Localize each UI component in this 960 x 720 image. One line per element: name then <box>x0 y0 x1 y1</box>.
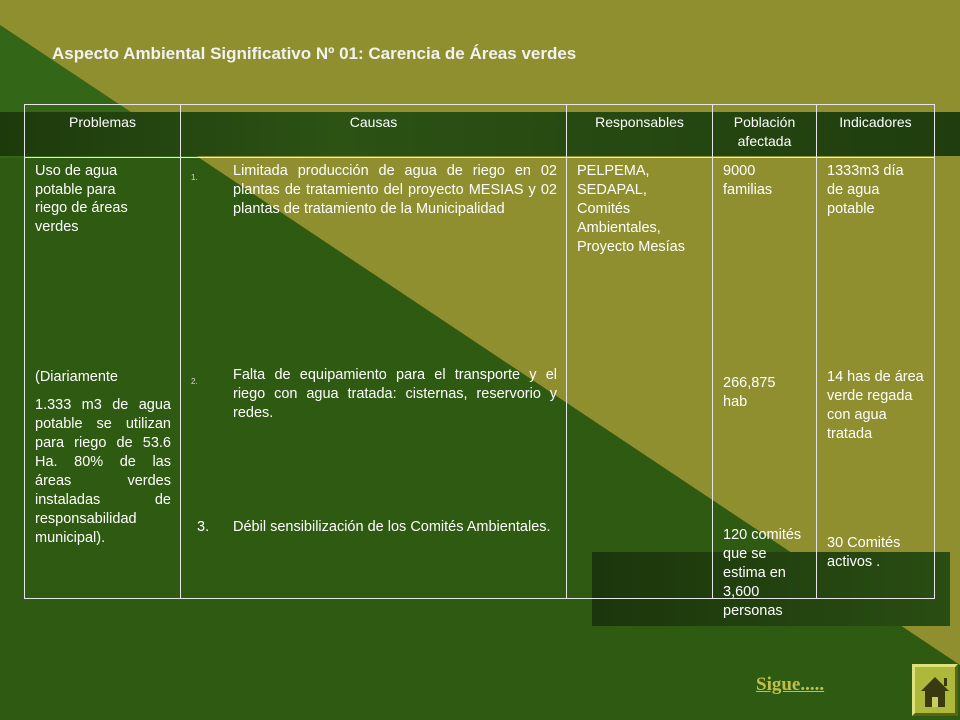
header-indicadores: Indicadores <box>817 105 935 158</box>
indicador-value: 14 has de área verde regada con agua tratada <box>827 369 924 442</box>
poblacion-value: 120 comités que se estima en 3,600 personas <box>723 527 802 619</box>
cell-responsables <box>567 158 713 599</box>
table-row <box>25 158 935 599</box>
sigue-link[interactable]: Sigue..... <box>756 674 825 695</box>
header-problemas: Problemas <box>25 105 181 158</box>
home-button[interactable] <box>912 664 958 716</box>
header-causas: Causas <box>181 105 567 158</box>
cell-poblacion <box>713 158 817 619</box>
problema-note-open: (Diariamente <box>35 369 118 385</box>
cause-number: 2. <box>191 377 198 386</box>
cause-item: Falta de equipamiento para el transporte y el riego con agua tratada: cisternas, reservorio y redes. <box>233 367 557 421</box>
poblacion-value: 266,875 hab <box>723 375 776 410</box>
header-responsables: Responsables <box>567 105 713 158</box>
poblacion-value: 9000 familias <box>723 163 773 198</box>
cause-number: 1. <box>191 173 198 182</box>
house-icon <box>915 667 955 713</box>
slide-title: Aspecto Ambiental Significativo Nº 01: Carencia de Áreas verdes <box>52 44 577 63</box>
cause-item: Débil sensibilización de los Comités Ambientales. <box>233 519 551 535</box>
cell-problemas <box>25 158 181 599</box>
problema-description: Uso de agua potable para riego de áreas verdes <box>35 163 128 235</box>
environmental-aspect-table <box>24 104 935 619</box>
header-poblacion: Población afectada <box>713 105 817 158</box>
cause-item: Limitada producción de agua de riego en 02 plantas de tratamiento del proyecto MESIAS y 02 plantas de tratamiento de la Municipalidad <box>233 163 557 217</box>
responsables-text: PELPEMA, SEDAPAL, Comités Ambientales, Proyecto Mesías <box>577 163 685 255</box>
indicador-value: 30 Comités activos . <box>827 535 901 570</box>
problema-detail: 1.333 m3 de agua potable se utilizan para riego de 53.6 Ha. 80% de las áreas verdes instaladas de responsabilidad municipal). <box>35 397 171 546</box>
cell-indicadores <box>817 158 935 599</box>
cell-causas <box>181 158 567 599</box>
table-header-row <box>25 105 935 158</box>
indicador-value: 1333m3 día de agua potable <box>827 163 904 217</box>
cause-number: 3. <box>197 519 210 535</box>
